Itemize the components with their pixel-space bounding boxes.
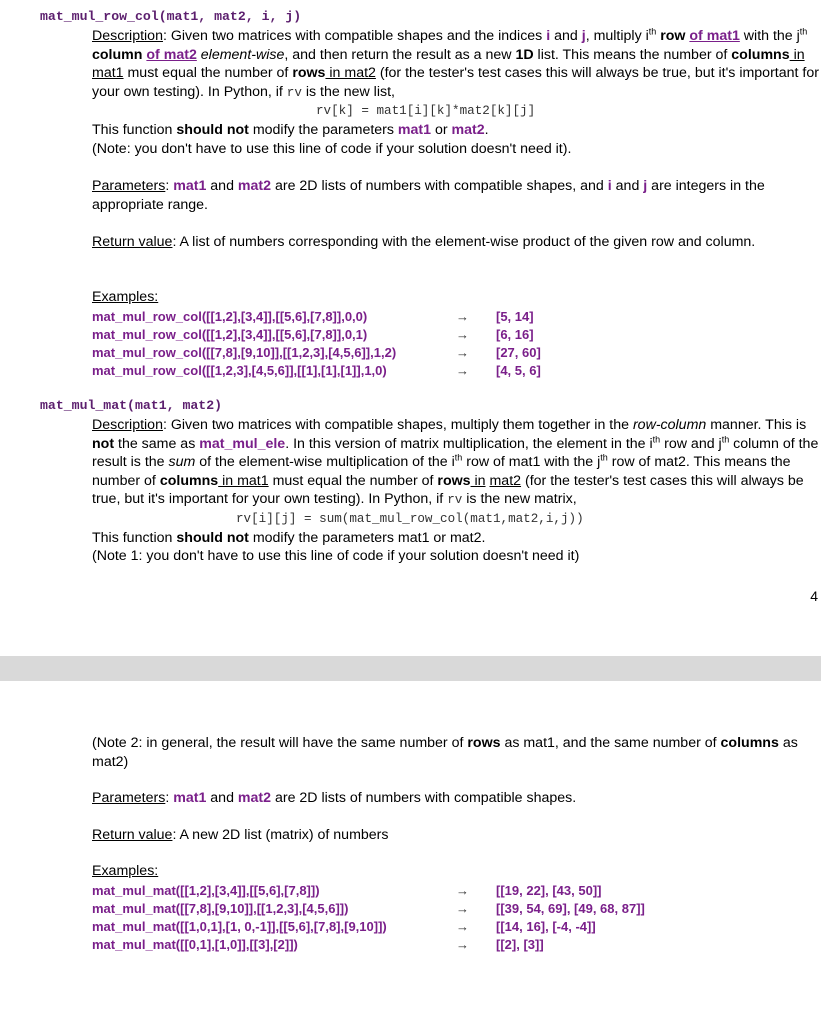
text: as mat2) [92,735,798,770]
text: : A list of numbers corresponding with the element-wise product of the given row and column. [172,234,756,250]
function-signature-row-col: mat_mul_row_col(mat1, mat2, i, j) [40,9,302,24]
example-call: mat_mul_mat([[1,2],[3,4]],[[5,6],[7,8]]) [92,883,320,898]
text: not [92,435,115,452]
text: element-wise [196,46,285,63]
superscript: th [721,433,730,444]
text: mat2 [489,472,522,489]
text: i [645,28,649,44]
text: manner. This is [706,417,807,433]
text: or [431,121,452,138]
keyword: j [643,178,648,194]
keyword: mat1 [173,790,207,806]
text: : Given two matrices with compatible shapes and the indices [162,28,547,44]
example-result: [[2], [3]] [496,937,544,952]
text: and [206,178,238,194]
code-inline: rv [286,85,302,100]
text: list. This means the number of [533,46,732,63]
text: in mat1 [92,46,805,82]
keyword: mat2 [237,790,272,806]
keyword: j [581,28,586,44]
text: row [656,28,690,44]
text: row-column [632,417,707,433]
text: , multiply [585,28,646,44]
text: . In this version of matrix multiplication, the element in the i [285,435,653,452]
keyword: mat1 [173,178,207,194]
keyword: mat_mul_ele [199,435,286,452]
note: (Note: you don't have to use this line of code if your solution doesn't need it). [92,140,572,157]
example-result: [[19, 22], [43, 50]] [496,883,602,898]
text: (for the tester's test cases this will always be true, but it's important for your own testing). In Python, if [92,65,819,100]
return-label: Return value [92,827,173,843]
parameters-label: Parameters [92,790,166,806]
text: is the new list, [301,83,395,100]
example-call: mat_mul_row_col([[1,2,3],[4,5,6]],[[1],[1],[1]],1,0) [92,363,387,378]
arrow-icon: → [456,309,469,324]
parameters-label: Parameters [92,178,166,194]
example-result: [5, 14] [496,309,534,324]
superscript: th [600,452,608,463]
example-call: mat_mul_row_col([[7,8],[9,10]],[[1,2,3],[4,5,6]],1,2) [92,345,397,360]
text: This function [92,529,177,546]
note: (Note 1: you don't have to use this line of code if your solution doesn't need it) [92,548,580,565]
text: This function [92,121,177,138]
text: (Note 2: in general, the result will have the same number of [92,735,468,751]
example-row [92,308,534,326]
text: 1D [515,46,534,63]
example-row [92,344,541,362]
example-call: mat_mul_row_col([[1,2],[3,4]],[[5,6],[7,8]],0,0) [92,309,368,324]
superscript: th [799,26,808,37]
superscript: th [648,26,657,37]
text: in [470,472,486,489]
superscript: th [652,433,661,444]
arrow-icon: → [456,937,469,952]
description-mat-mul [92,416,820,566]
keyword: of mat2 [146,46,197,63]
page-gap [0,656,821,681]
text: are integers in the appropriate range. [92,178,765,213]
text: : [165,178,174,194]
text: rows [437,472,471,489]
text: : Given two matrices with compatible shapes, multiply them together in the [162,417,633,433]
text: in mat2 [325,65,376,82]
arrow-icon: → [456,883,469,898]
keyword: i [546,28,551,44]
text: sum [168,454,196,471]
document-page-2 [0,681,821,1024]
arrow-icon: → [456,363,469,378]
example-row [92,918,596,936]
text: in mat1 [218,472,269,489]
description-label: Description [92,28,163,44]
note-2 [92,734,820,771]
description-label: Description [92,417,163,433]
text: columns [159,472,219,489]
arrow-icon: → [456,345,469,360]
text: are 2D lists of numbers with compatible shapes. [271,790,577,806]
function-signature-mat-mul: mat_mul_mat(mat1, mat2) [40,398,223,413]
text: are 2D lists of numbers with compatible shapes, and [271,178,608,194]
code-inline: rv [447,493,463,508]
text: row of mat2. This means the number of [92,454,791,489]
examples-label: Examples: [92,289,159,305]
example-result: [6, 16] [496,327,534,342]
text: should not [176,121,249,138]
text: columns [720,735,779,751]
text: and [611,178,644,194]
parameters-mat-mul [92,789,820,808]
text: , and then return the result as a new [284,46,516,63]
example-row [92,326,534,344]
example-call: mat_mul_mat([[1,0,1],[1, 0,-1]],[[5,6],[7,8],[9,10]]) [92,919,387,934]
text: column [92,46,147,63]
text: should not [176,529,249,546]
example-result: [4, 5, 6] [496,363,541,378]
example-call: mat_mul_row_col([[1,2],[3,4]],[[5,6],[7,8]],0,1) [92,327,368,342]
text: : [165,790,174,806]
code-line: rv[k] = mat1[i][k]*mat2[k][j] [316,104,536,119]
text: as mat1, and the same number of [500,735,721,751]
text: row and j [660,435,722,452]
text: rows [292,65,326,82]
text: : A new 2D list (matrix) of numbers [172,827,389,843]
text: rows [467,735,501,751]
text: must equal the number of [268,472,438,489]
arrow-icon: → [456,901,469,916]
text: . [484,121,489,138]
text: with the j [743,28,800,44]
example-result: [[14, 16], [-4, -4]] [496,919,596,934]
arrow-icon: → [456,327,469,342]
text: the same as [114,435,200,452]
superscript: th [454,452,463,463]
example-result: [27, 60] [496,345,541,360]
example-row [92,900,645,918]
page-number: 4 [810,588,818,604]
text: must equal the number of [123,65,293,82]
keyword: mat1 [397,121,432,138]
keyword: mat2 [237,178,272,194]
text: modify the parameters mat1 or mat2. [248,529,486,546]
keyword: of mat1 [689,28,740,44]
text: row of mat1 with the j [462,454,601,471]
description-row-col [92,27,820,158]
keyword: i [607,178,612,194]
text: columns [731,46,790,63]
code-line: rv[i][j] = sum(mat_mul_row_col(mat1,mat2,i,j)) [236,511,584,526]
examples-label: Examples: [92,863,159,879]
text: and [206,790,238,806]
text: (for the tester's test cases this will always be true, but it's important for your own testing). In Python, if [92,472,804,508]
example-result: [[39, 54, 69], [49, 68, 87]] [496,901,645,916]
return-value-mat-mul [92,826,820,845]
text: is the new matrix, [462,491,577,508]
text: and [550,28,582,44]
arrow-icon: → [456,919,469,934]
example-row [92,936,544,954]
text: of the element-wise multiplication of the i [195,454,455,471]
example-call: mat_mul_mat([[0,1],[1,0]],[[3],[2]]) [92,937,298,952]
example-call: mat_mul_mat([[7,8],[9,10]],[[1,2,3],[4,5,6]]) [92,901,349,916]
example-row [92,882,602,900]
example-row [92,362,541,380]
keyword: mat2 [451,121,485,138]
text: modify the parameters [248,121,398,138]
return-value-row-col [92,233,820,252]
return-label: Return value [92,234,173,250]
text: column of the result is the [92,435,819,471]
parameters-row-col [92,177,820,214]
